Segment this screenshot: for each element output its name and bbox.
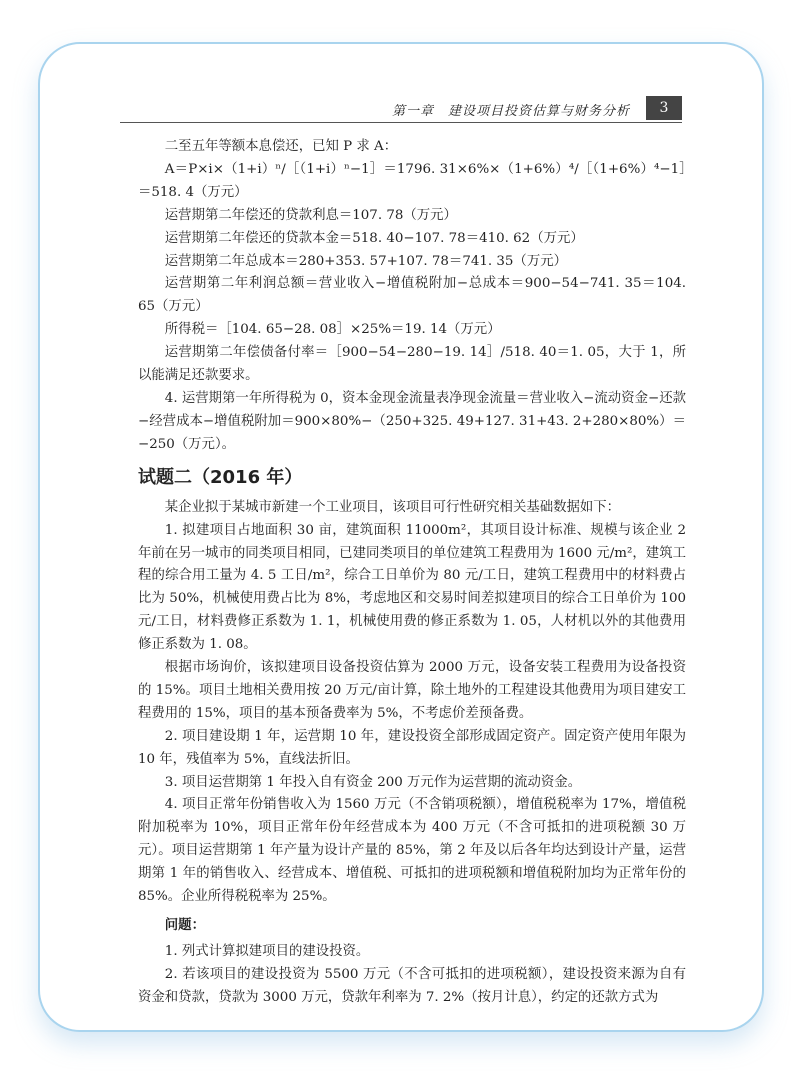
page-content (138, 136, 686, 1010)
page-number: 3 (646, 96, 682, 120)
paragraph: 2. 若该项目的建设投资为 5500 万元（不含可抵扣的进项税额），建设投资来源为自有资金和贷款，贷款为 3000 万元，贷款年利率为 7. 2%（按月计息），约定的还款方式为 (138, 966, 686, 1005)
formula: A＝P×i×（1+i）ⁿ/［（1+i）ⁿ−1］＝1796. 31×6%×（1+6%）⁴/［（1+6%）⁴−1］＝518. 4（万元） (138, 161, 686, 200)
paragraph: 某企业拟于某城市新建一个工业项目，该项目可行性研究相关基础数据如下： (164, 499, 621, 515)
paragraph: 运营期第二年利润总额＝营业收入−增值税附加−总成本＝900−54−741. 35＝104. 65（万元） (138, 276, 686, 315)
paragraph: 2. 项目建设期 1 年，运营期 10 年，建设投资全部形成固定资产。固定资产使用年限为 10 年，残值率为 5%，直线法折旧。 (138, 728, 686, 767)
question-label: 问题： (164, 918, 205, 933)
paragraph: 1. 列式计算拟建项目的建设投资。 (164, 943, 370, 959)
paragraph: 二至五年等额本息偿还，已知 P 求 A： (164, 139, 398, 154)
paragraph: 1. 拟建项目占地面积 30 亩，建筑面积 11000m²，其项目设计标准、规模与该企业 2 年前在另一城市的同类项目相同，已建同类项目的单位建筑工程费用为 1600 元/m²，建筑工程的综合用工量为 4. 5 工日/m²，综合工日单价为 80 元/工日，建筑工程费用中的材料费占比为 50%，机械使用费占比为 8%，考虑地区和交易时间差拟建项目的综合工日单价为 100 元/工日，材料费修正系数为 1. 1，机械使用费的修正系数为 1. 05，人材机以外的其他费用修正系数为 1. 08。 (138, 522, 686, 653)
paragraph: 运营期第二年偿还的贷款本金＝518. 40−107. 78＝410. 62（万元） (164, 230, 584, 246)
paragraph: 3. 项目运营期第 1 年投入自有资金 200 万元作为运营期的流动资金。 (164, 774, 582, 790)
paragraph: 所得税＝［104. 65−28. 08］×25%＝19. 14（万元） (164, 322, 501, 338)
chapter-title: 第一章 建设项目投资估算与财务分析 (391, 104, 630, 119)
paragraph: 运营期第二年总成本＝280+353. 57+107. 78＝741. 35（万元） (164, 253, 567, 269)
paragraph: 根据市场询价，该拟建项目设备投资估算为 2000 万元，设备安装工程费用为设备投资的 15%。项目土地相关费用按 20 万元/亩计算，除土地外的工程建设其他费用为项目建安工程费用的 15%，项目的基本预备费率为 5%，不考虑价差预备费。 (138, 660, 686, 721)
paragraph: 4. 运营期第一年所得税为 0，资本金现金流量表净现金流量＝营业收入−流动资金−还款−经营成本−增值税附加＝900×80%−（250+325. 49+127. 31+43. 2+280×80%）＝−250（万元）。 (138, 390, 686, 452)
paragraph: 运营期第二年偿还的贷款利息＝107. 78（万元） (164, 207, 457, 223)
running-header (120, 96, 682, 123)
paragraph: 4. 项目正常年份销售收入为 1560 万元（不含销项税额），增值税税率为 17%，增值税附加税率为 10%，项目正常年份年经营成本为 400 万元（不含可抵扣的进项税额 30 万元）。项目运营期第 1 年产量为设计产量的 85%，第 2 年及以后各年均达到设计产量，运营期第 1 年的销售收入、经营成本、增值税、可抵扣的进项税额和增值税附加均为正常年份的 85%。企业所得税税率为 25%。 (138, 797, 686, 905)
section-heading: 试题二（2016 年） (138, 466, 303, 488)
paragraph: 运营期第二年偿债备付率＝［900−54−280−19. 14］/518. 40＝1. 05，大于 1，所以能满足还款要求。 (138, 345, 686, 384)
